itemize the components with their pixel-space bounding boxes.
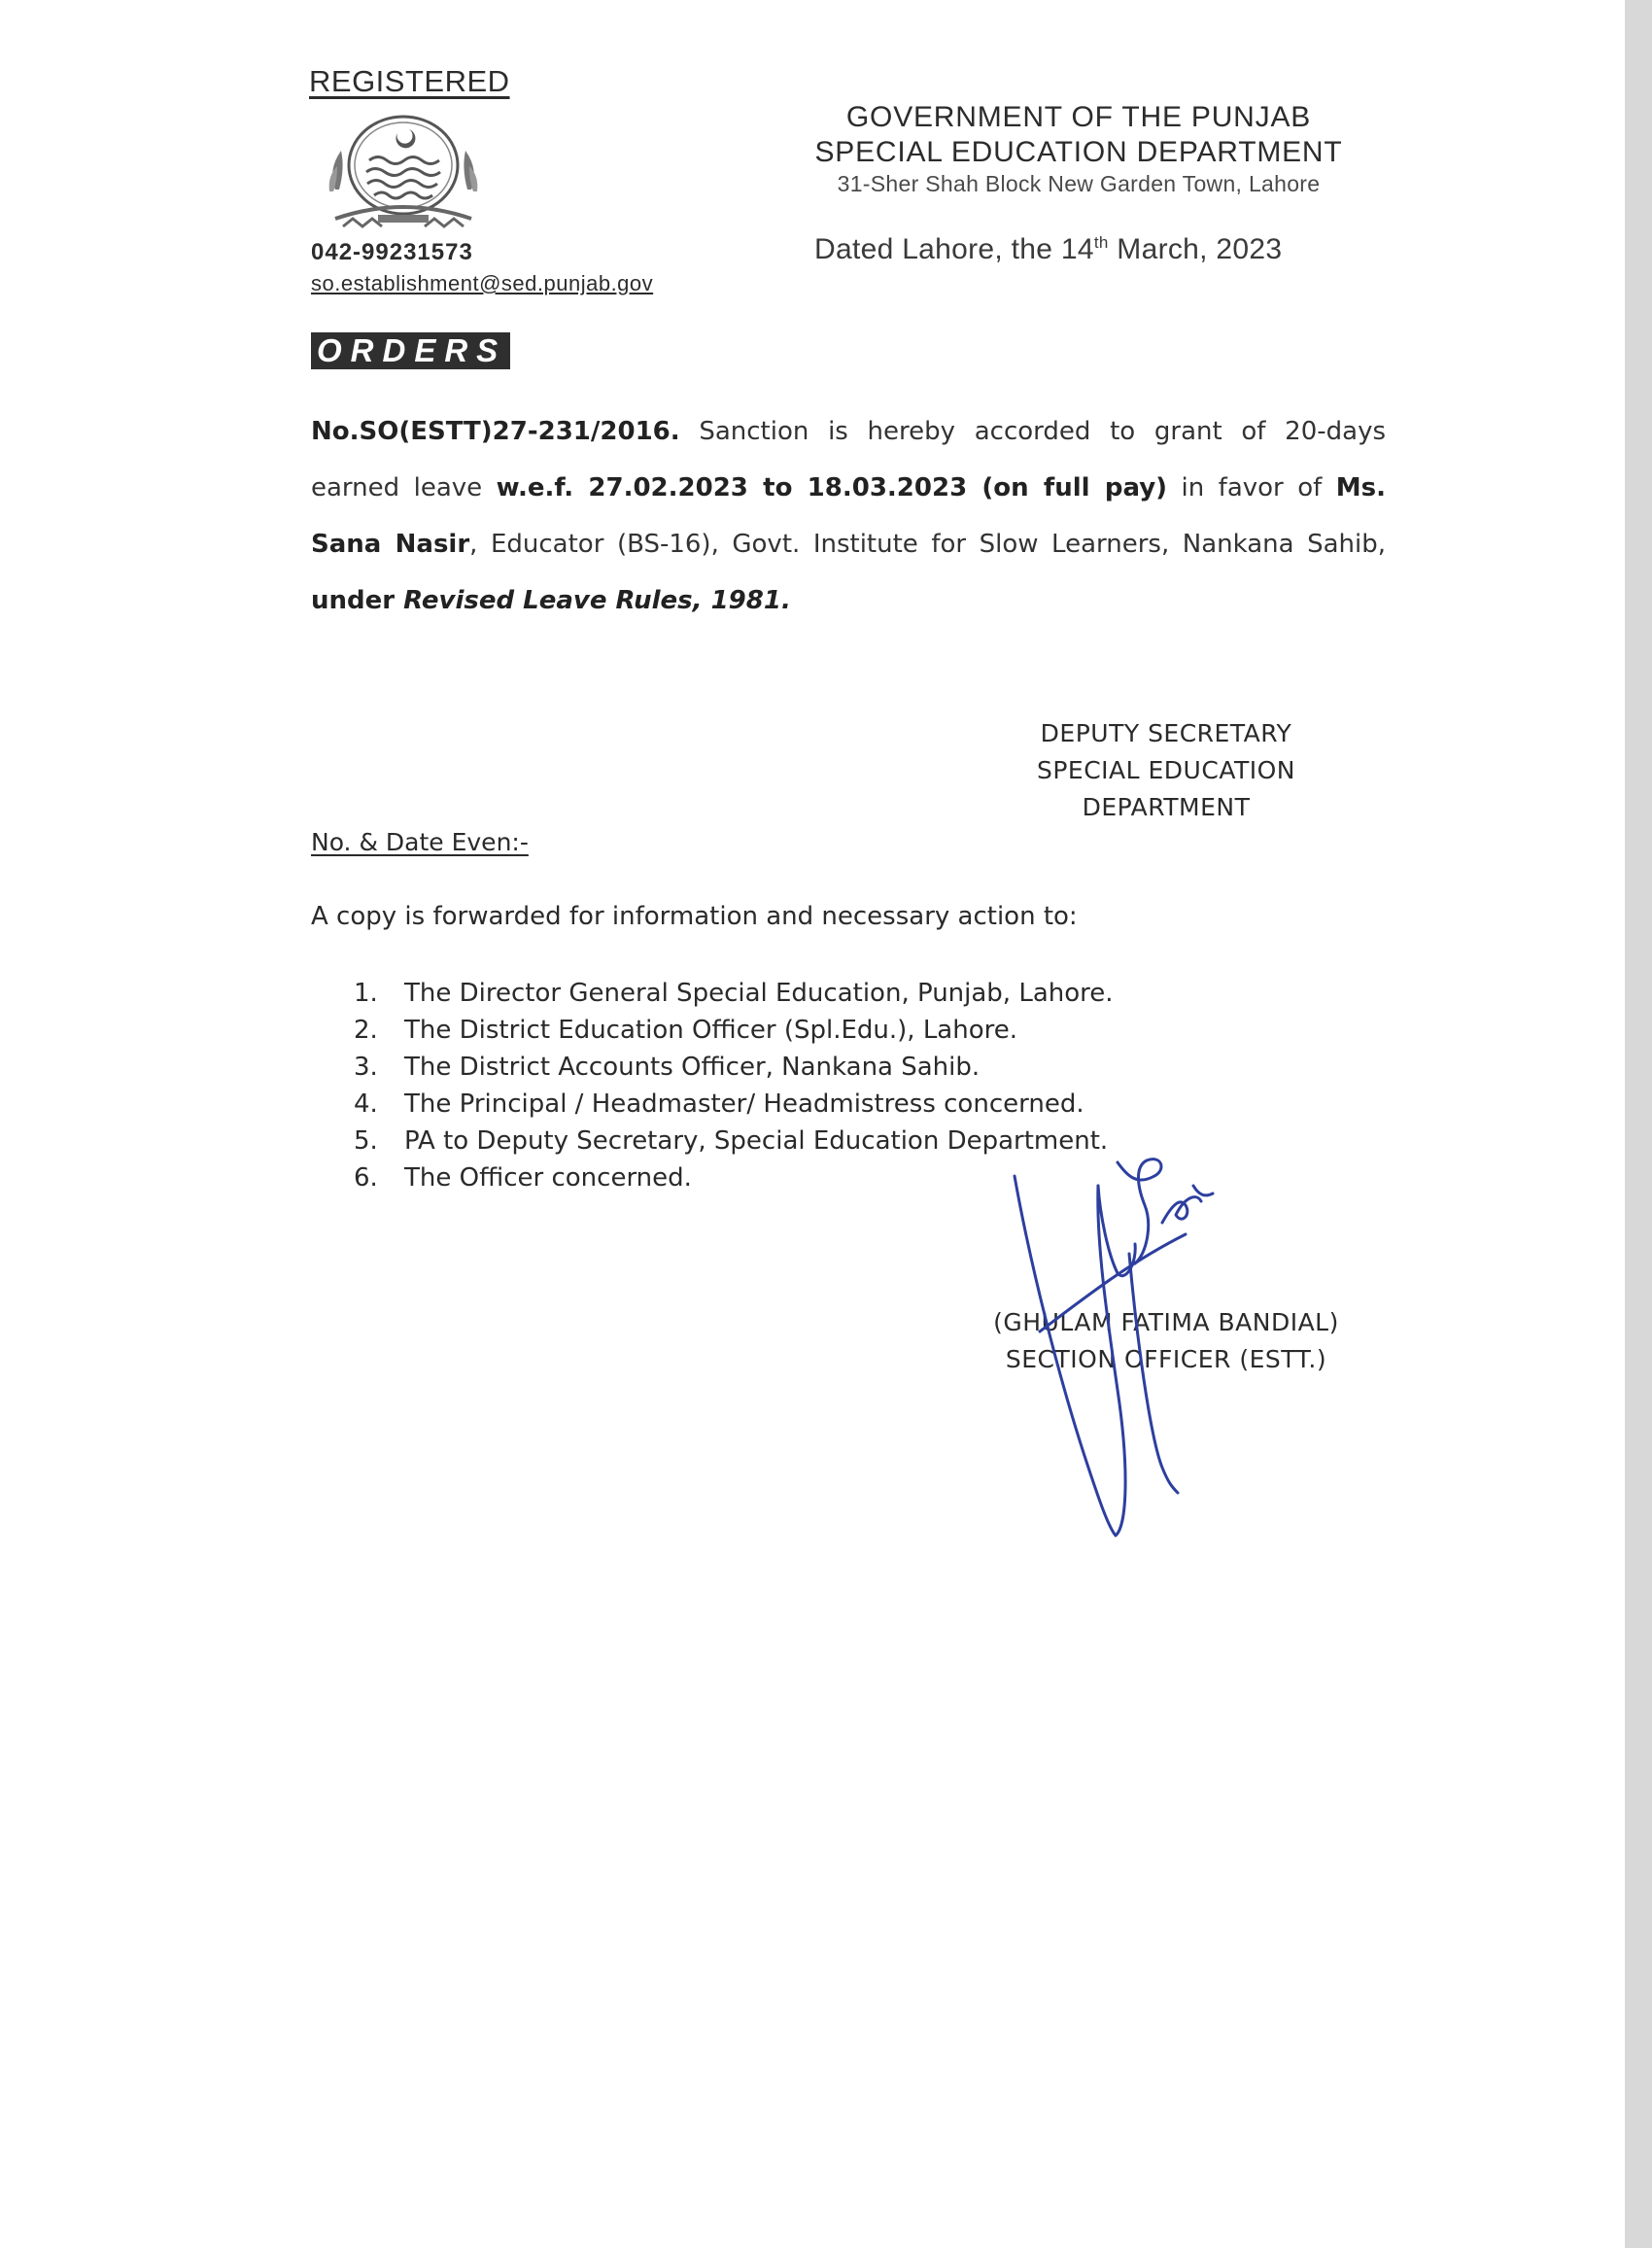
body-text-2: in favor of xyxy=(1167,473,1336,502)
signatory-name: (GHULAM FATIMA BANDIAL) xyxy=(993,1308,1339,1336)
list-item-text: PA to Deputy Secretary, Special Education Department. xyxy=(404,1126,1109,1156)
list-item-number: 2. xyxy=(354,1016,378,1045)
deputy-line-1: DEPUTY SECRETARY xyxy=(1040,719,1292,747)
date-suffix: March, 2023 xyxy=(1108,233,1283,265)
punjab-government-emblem xyxy=(316,112,491,238)
date-ordinal: th xyxy=(1093,233,1109,252)
list-item-text: The Principal / Headmaster/ Headmistress concerned. xyxy=(404,1089,1084,1119)
list-item-number: 3. xyxy=(354,1053,378,1082)
reference-number: No.SO(ESTT)27-231/2016. xyxy=(311,417,680,446)
list-item-number: 6. xyxy=(354,1163,378,1193)
list-item-text: The District Accounts Officer, Nankana Sahib. xyxy=(404,1053,981,1082)
list-item xyxy=(354,1012,1114,1049)
body-text-3: , Educator (BS-16), Govt. Institute for Slow Learners, Nankana Sahib, xyxy=(469,530,1386,559)
under-keyword: under xyxy=(311,586,396,615)
orders-heading: ORDERS xyxy=(311,332,510,369)
list-item xyxy=(354,1086,1114,1123)
no-date-even-heading: No. & Date Even:- xyxy=(311,828,529,856)
signatory-designation: SECTION OFFICER (ESTT.) xyxy=(1005,1345,1327,1373)
list-item-number: 4. xyxy=(354,1089,378,1119)
government-title: GOVERNMENT OF THE PUNJAB xyxy=(845,101,1312,133)
list-item-text: The Director General Special Education, Punjab, Lahore. xyxy=(404,979,1114,1008)
deputy-secretary-block xyxy=(1011,715,1322,826)
department-address: 31-Sher Shah Block New Garden Town, Lahore xyxy=(837,171,1321,196)
employee-name: Ms. Sana Nasir xyxy=(311,473,1386,559)
handwritten-signature xyxy=(972,1147,1254,1555)
list-item xyxy=(354,1049,1114,1086)
date-line xyxy=(814,233,1282,266)
body-text-1: Sanction is hereby accorded to grant of 20-days earned leave xyxy=(311,417,1386,502)
deputy-line-2: SPECIAL EDUCATION xyxy=(1036,756,1296,784)
registered-label: REGISTERED xyxy=(309,64,510,98)
list-item-text: The Officer concerned. xyxy=(404,1163,692,1193)
list-item-text: The District Education Officer (Spl.Edu.), Lahore. xyxy=(404,1016,1017,1045)
list-item xyxy=(354,975,1114,1012)
copy-forwarded-line: A copy is forwarded for information and necessary action to: xyxy=(311,902,1078,931)
leave-period: w.e.f. 27.02.2023 to 18.03.2023 (on full pay) xyxy=(496,473,1168,502)
list-item-number: 1. xyxy=(354,979,378,1008)
email-address[interactable]: so.establishment@sed.punjab.gov xyxy=(311,271,654,295)
scanner-edge xyxy=(1625,0,1652,2248)
order-body-paragraph xyxy=(311,403,1386,629)
deputy-line-3: DEPARTMENT xyxy=(1082,793,1251,821)
leave-rules: Revised Leave Rules, 1981. xyxy=(395,586,791,615)
date-prefix: Dated Lahore, the 14 xyxy=(814,233,1094,265)
phone-number: 042-99231573 xyxy=(311,239,473,265)
department-title: SPECIAL EDUCATION DEPARTMENT xyxy=(814,136,1343,168)
list-item-number: 5. xyxy=(354,1126,378,1156)
